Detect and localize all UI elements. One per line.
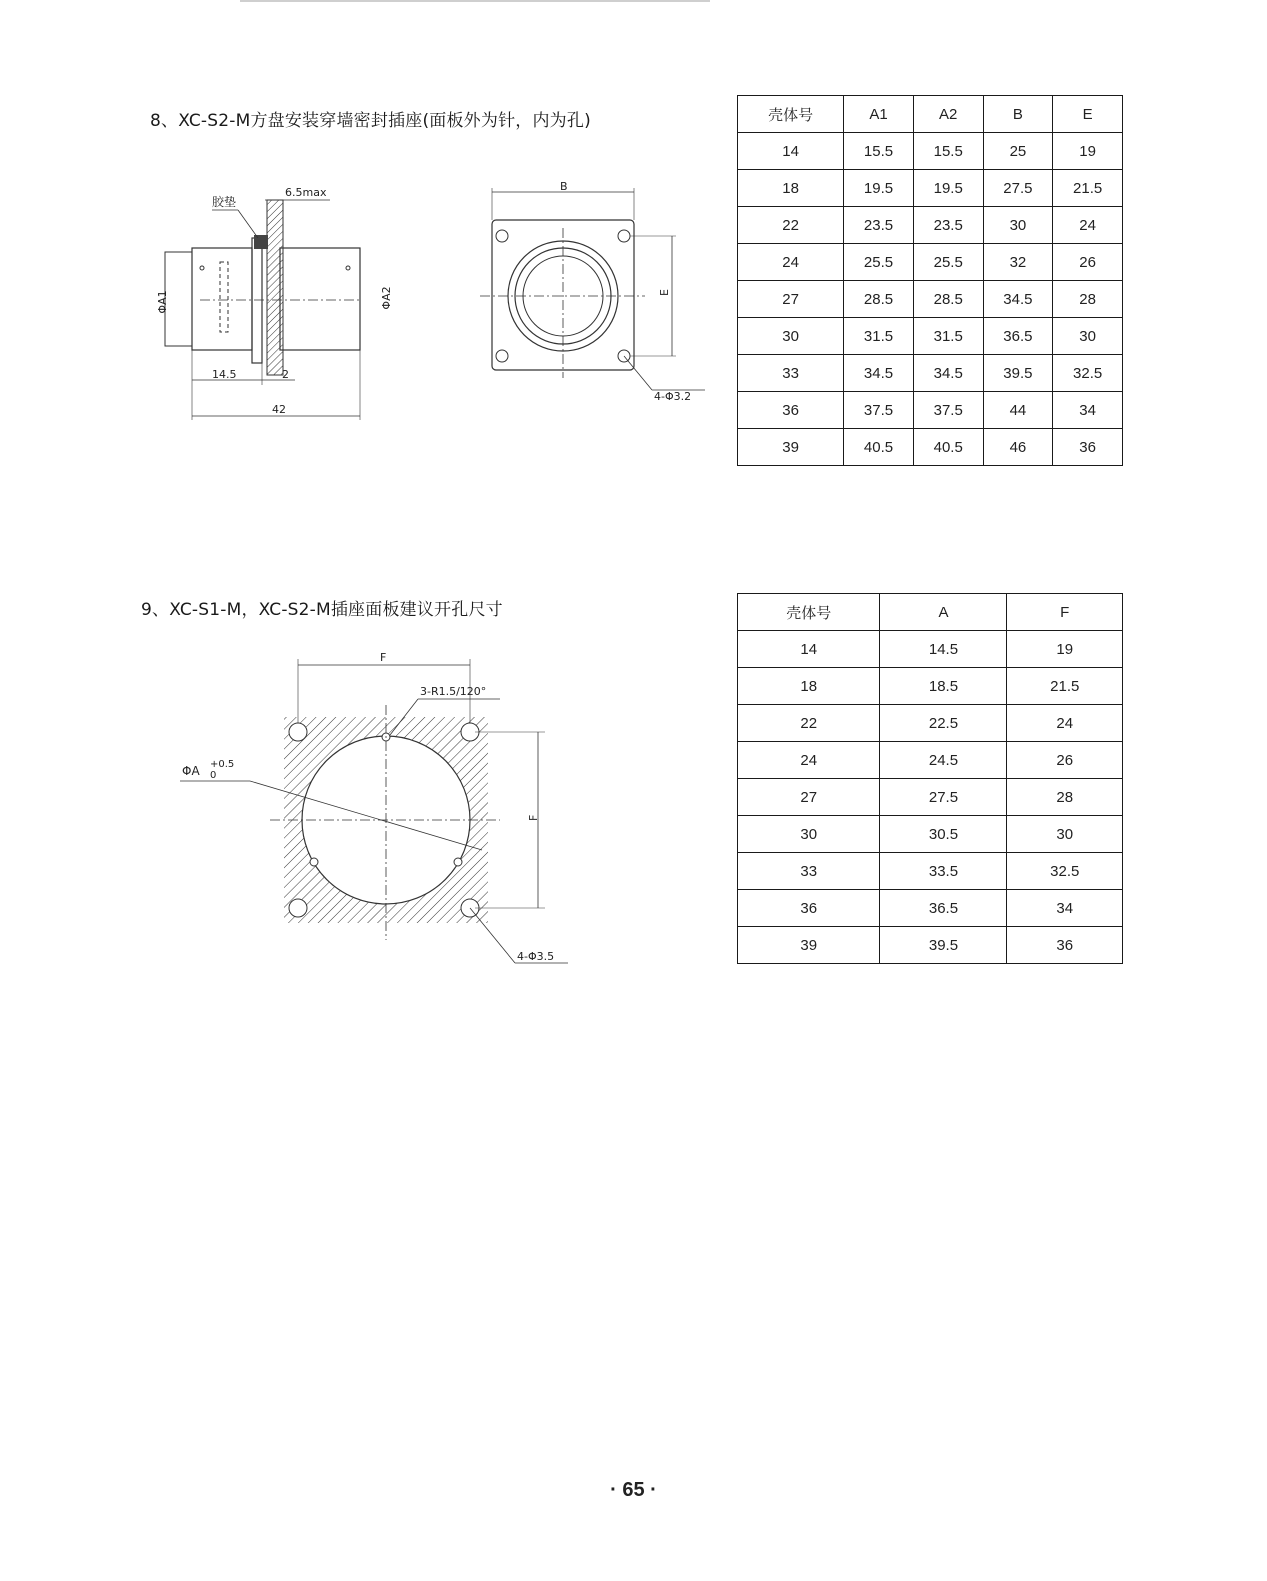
dim-b-label: B [560, 180, 568, 193]
header-a1: A1 [844, 96, 914, 133]
cell: 40.5 [913, 429, 983, 466]
cell: 23.5 [844, 207, 914, 244]
cell: 37.5 [913, 392, 983, 429]
cell: 39.5 [983, 355, 1053, 392]
cell: 33 [738, 853, 880, 890]
cell: 24 [738, 244, 844, 281]
table-header-row [738, 96, 1123, 133]
cell: 24.5 [880, 742, 1007, 779]
cell: 27 [738, 281, 844, 318]
table-row [738, 318, 1123, 355]
table-row [738, 207, 1123, 244]
section-9-panel-cutout-drawing [170, 645, 590, 980]
cell: 18 [738, 668, 880, 705]
cell: 32.5 [1053, 355, 1123, 392]
max-thickness-label: 6.5max [285, 186, 327, 199]
table-row [738, 281, 1123, 318]
holes-3-5-label: 4-Φ3.5 [517, 950, 555, 963]
cell: 36.5 [880, 890, 1007, 927]
table-row [738, 392, 1123, 429]
section-8-front-view-drawing [480, 178, 715, 408]
cell: 36.5 [983, 318, 1053, 355]
cell: 34.5 [913, 355, 983, 392]
cell: 24 [738, 742, 880, 779]
table-row [738, 779, 1123, 816]
cell: 19 [1007, 631, 1123, 668]
cell: 22 [738, 705, 880, 742]
cell: 34 [1053, 392, 1123, 429]
cell: 27.5 [880, 779, 1007, 816]
cell: 36 [1053, 429, 1123, 466]
cell: 28 [1053, 281, 1123, 318]
phi-a1-label: ΦA1 [156, 290, 169, 314]
dim-f-top-label: F [380, 651, 387, 664]
tolerance-lower-label: 0 [210, 770, 217, 781]
header-a: A [880, 594, 1007, 631]
cell: 30 [983, 207, 1053, 244]
table-row [738, 742, 1123, 779]
header-shell-size: 壳体号 [738, 96, 844, 133]
cell: 14 [738, 631, 880, 668]
cell: 36 [738, 890, 880, 927]
table-row [738, 853, 1123, 890]
page-number: · 65 · [610, 1479, 657, 1501]
cell: 36 [1007, 927, 1123, 964]
dim-14-5-label: 14.5 [212, 368, 237, 381]
cell: 30.5 [880, 816, 1007, 853]
cell: 30 [1007, 816, 1123, 853]
cell: 40.5 [844, 429, 914, 466]
header-b: B [983, 96, 1053, 133]
cell: 39 [738, 927, 880, 964]
tolerance-upper-label: +0.5 [210, 759, 235, 770]
notch-label: 3-R1.5/120° [420, 685, 487, 698]
cell: 28 [1007, 779, 1123, 816]
cell: 25 [983, 133, 1053, 170]
cell: 33 [738, 355, 844, 392]
header-f: F [1007, 594, 1123, 631]
holes-3-2-label: 4-Φ3.2 [654, 390, 692, 403]
cell: 31.5 [844, 318, 914, 355]
gasket-label: 胶垫 [212, 195, 237, 209]
cell: 34 [1007, 890, 1123, 927]
table-row [738, 355, 1123, 392]
cell: 22 [738, 207, 844, 244]
cell: 21.5 [1007, 668, 1123, 705]
dim-2-label: 2 [282, 368, 289, 381]
cell: 27 [738, 779, 880, 816]
table-row [738, 705, 1123, 742]
table-header-row [738, 594, 1123, 631]
cell: 33.5 [880, 853, 1007, 890]
cell: 15.5 [844, 133, 914, 170]
section-9-heading: 9、XC-S1-M，XC-S2-M插座面板建议开孔尺寸 [141, 600, 503, 620]
section-9-dimension-table [737, 593, 1123, 964]
table-row [738, 429, 1123, 466]
cell: 27.5 [983, 170, 1053, 207]
cell: 30 [738, 318, 844, 355]
scan-edge-line [240, 0, 710, 2]
table-row [738, 816, 1123, 853]
cell: 44 [983, 392, 1053, 429]
cell: 19 [1053, 133, 1123, 170]
cell: 36 [738, 392, 844, 429]
cell: 39.5 [880, 927, 1007, 964]
cell: 34.5 [983, 281, 1053, 318]
cell: 24 [1053, 207, 1123, 244]
cell: 34.5 [844, 355, 914, 392]
cell: 25.5 [913, 244, 983, 281]
cell: 28.5 [913, 281, 983, 318]
table-row [738, 668, 1123, 705]
phi-a2-label: ΦA2 [380, 286, 393, 310]
dim-e-label: E [658, 289, 671, 296]
table-row [738, 927, 1123, 964]
cell: 15.5 [913, 133, 983, 170]
phi-a-label: ΦA [182, 764, 200, 778]
cell: 25.5 [844, 244, 914, 281]
cell: 26 [1007, 742, 1123, 779]
cell: 46 [983, 429, 1053, 466]
cell: 19.5 [844, 170, 914, 207]
cell: 21.5 [1053, 170, 1123, 207]
header-shell-size: 壳体号 [738, 594, 880, 631]
cell: 22.5 [880, 705, 1007, 742]
table-row [738, 890, 1123, 927]
cell: 18 [738, 170, 844, 207]
header-e: E [1053, 96, 1123, 133]
section-8-dimension-table [737, 95, 1123, 466]
cell: 32 [983, 244, 1053, 281]
cell: 30 [738, 816, 880, 853]
dim-42-label: 42 [272, 403, 286, 416]
cell: 23.5 [913, 207, 983, 244]
cell: 24 [1007, 705, 1123, 742]
header-a2: A2 [913, 96, 983, 133]
section-8-side-view-drawing [150, 180, 393, 425]
cell: 28.5 [844, 281, 914, 318]
cell: 19.5 [913, 170, 983, 207]
cell: 39 [738, 429, 844, 466]
cell: 31.5 [913, 318, 983, 355]
cell: 37.5 [844, 392, 914, 429]
table-row [738, 631, 1123, 668]
dim-f-side-label: F [527, 814, 540, 821]
section-8-heading: 8、XC-S2-M方盘安装穿墙密封插座(面板外为针，内为孔) [150, 111, 591, 131]
table-row [738, 244, 1123, 281]
cell: 32.5 [1007, 853, 1123, 890]
cell: 26 [1053, 244, 1123, 281]
cell: 14 [738, 133, 844, 170]
cell: 14.5 [880, 631, 1007, 668]
cell: 18.5 [880, 668, 1007, 705]
table-row [738, 133, 1123, 170]
table-row [738, 170, 1123, 207]
cell: 30 [1053, 318, 1123, 355]
